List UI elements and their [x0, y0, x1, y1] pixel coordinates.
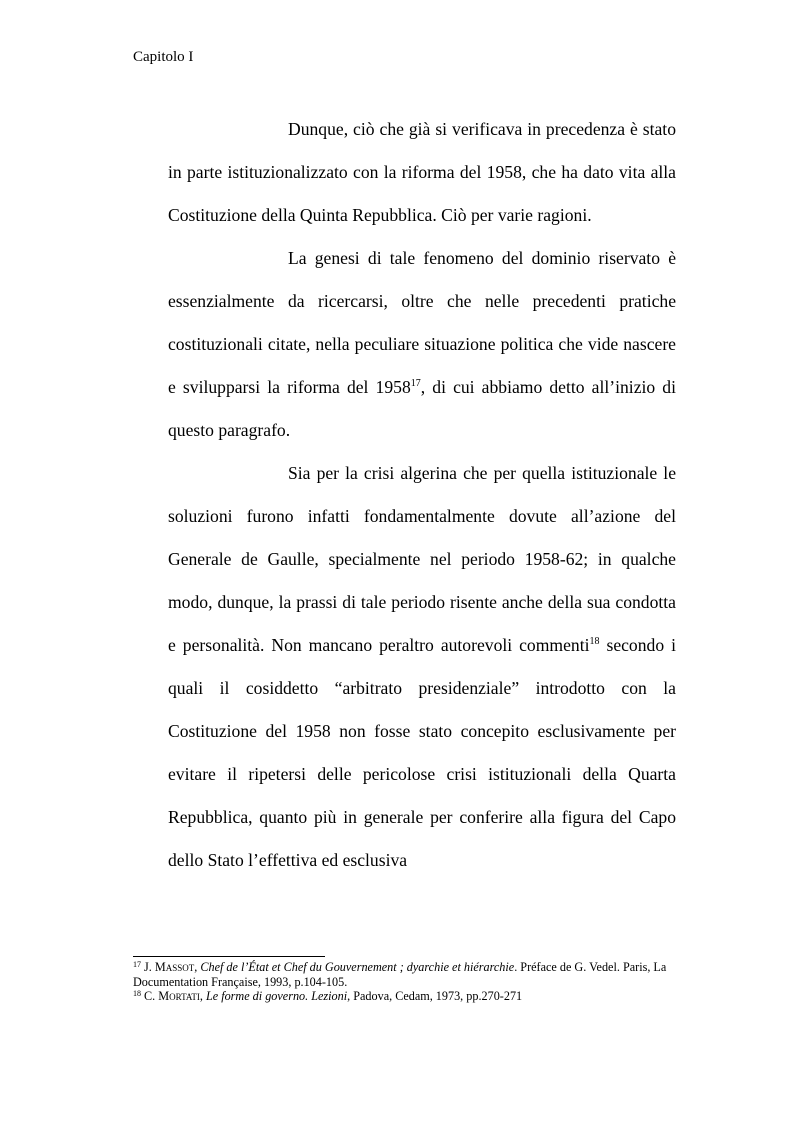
- author-initial: C.: [144, 989, 159, 1003]
- main-text: [168, 108, 676, 882]
- paragraph: [168, 237, 676, 452]
- footnote-separator: [133, 956, 325, 957]
- work-title: Chef de l’État et Chef du Gouvernement ; dyarchie et hiérarchie: [200, 960, 515, 974]
- author-surname: Massot: [154, 960, 195, 974]
- separator: ,: [199, 989, 206, 1003]
- paragraph-text: Sia per la crisi algerina che per quella istituzionale le soluzioni furono infatti fondamentalmente dovute all’azione del Generale de Gaulle, specialmente nel periodo 1958-62; in qualche modo, dunque, la prassi di tale periodo risente anche della sua condotta e personalità. Non mancano peraltro autorevoli commenti: [168, 463, 676, 655]
- footnotes: [133, 960, 713, 1004]
- separator: ,: [194, 960, 201, 974]
- paragraph: [168, 452, 676, 882]
- footnote-number: 18: [133, 989, 141, 998]
- footnote: [133, 960, 713, 989]
- footnote-ref[interactable]: 18: [589, 636, 600, 647]
- paragraph: Dunque, ciò che già si verificava in precedenza è stato in parte istituzionalizzato con la riforma del 1958, che ha dato vita alla Costituzione della Quinta Repubblica. Ciò per varie ragioni.: [168, 119, 676, 225]
- paragraph-text: secondo i quali il cosiddetto “arbitrato presidenziale” introdotto con la Costituzione del 1958 non fosse stato concepito esclusivamente per evitare il ripetersi delle pericolose crisi istituzionali della Quarta Repubblica, quanto più in generale per conferire alla figura del Capo dello Stato l’effettiva ed esclusiva: [168, 635, 676, 870]
- paragraph-text: La genesi di tale fenomeno del dominio riservato è essenzialmente da ricercarsi, oltre che nelle precedenti pratiche costituzionali citate, nella peculiare situazione politica che vide nascere e svilupparsi la riforma del 1958: [168, 248, 676, 397]
- running-header: Capitolo I: [133, 49, 194, 65]
- paragraph-text: , di cui abbiamo detto all’inizio di questo paragrafo.: [168, 377, 676, 440]
- citation-details: , Padova, Cedam, 1973, pp.270-271: [347, 989, 523, 1003]
- footnote: [133, 989, 713, 1004]
- citation-details: . Préface de G. Vedel. Paris, La Documentation Française, 1993, p.104-105.: [133, 960, 667, 989]
- author-surname: Mortati: [158, 989, 200, 1003]
- footnote-ref[interactable]: 17: [410, 378, 421, 389]
- work-title: Le forme di governo. Lezioni: [205, 989, 348, 1003]
- author-initial: J.: [144, 960, 155, 974]
- footnote-number: 17: [133, 960, 141, 969]
